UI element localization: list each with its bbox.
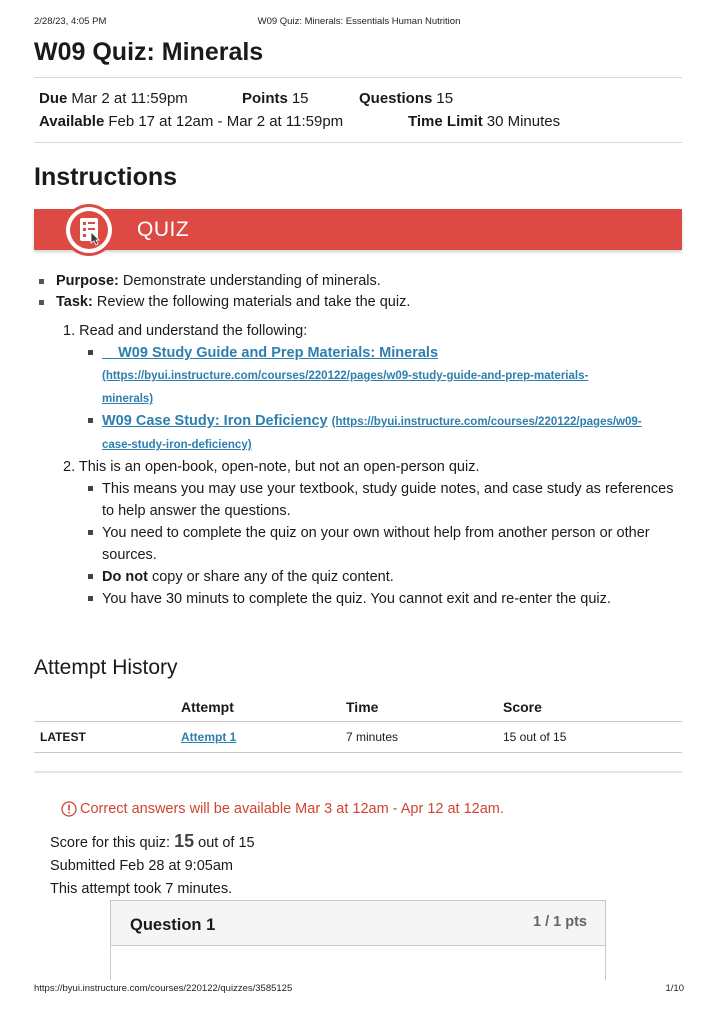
print-header bbox=[34, 16, 684, 30]
case-study-link[interactable]: W09 Case Study: Iron Deficiency bbox=[102, 413, 328, 429]
divider bbox=[34, 771, 682, 773]
time-limit: Time Limit 30 Minutes bbox=[408, 113, 561, 130]
print-footer bbox=[34, 983, 684, 997]
print-page-number: 1/10 bbox=[665, 983, 684, 994]
meta-row-2 bbox=[39, 110, 682, 133]
column-header bbox=[34, 693, 181, 721]
score-cell: 15 out of 15 bbox=[503, 721, 682, 752]
instruction-bullets bbox=[34, 271, 682, 313]
points: Points 15 bbox=[242, 90, 309, 107]
table-row bbox=[34, 721, 682, 752]
divider bbox=[34, 142, 682, 143]
question-count: Questions 15 bbox=[359, 90, 454, 107]
quiz-content bbox=[34, 36, 682, 901]
banner-label: QUIZ bbox=[137, 218, 190, 241]
print-url: https://byui.instructure.com/courses/220122/quizzes/3585125 bbox=[34, 983, 293, 994]
list-item bbox=[102, 342, 682, 410]
step-2-rules bbox=[63, 478, 682, 610]
print-datetime: 2/28/23, 4:05 PM bbox=[34, 16, 107, 27]
case-study-url[interactable]: (https://byui.instructure.com/courses/220122/pages/w09- bbox=[331, 416, 642, 428]
quiz-icon bbox=[55, 203, 123, 257]
table-header-row bbox=[34, 693, 682, 721]
column-header: Attempt bbox=[181, 693, 346, 721]
question-points: 1 / 1 pts bbox=[533, 914, 587, 930]
instructions-heading: Instructions bbox=[34, 163, 178, 191]
availability: Available Feb 17 at 12am - Mar 2 at 11:59pm bbox=[39, 113, 344, 130]
score-line: Score for this quiz: 15 out of 15 bbox=[50, 830, 255, 851]
due-date: Due Mar 2 at 11:59pm bbox=[39, 90, 188, 107]
score-summary bbox=[34, 830, 682, 901]
question-header bbox=[111, 901, 605, 946]
case-study-url-cont[interactable]: case-study-iron-deficiency) bbox=[102, 439, 252, 451]
latest-label: LATEST bbox=[34, 721, 181, 752]
print-doc-title: W09 Quiz: Minerals: Essentials Human Nutrition bbox=[257, 16, 461, 27]
list-item bbox=[102, 410, 682, 456]
score-value: 15 bbox=[174, 830, 195, 851]
instruction-steps bbox=[34, 320, 682, 610]
quiz-banner bbox=[34, 209, 682, 250]
attempt-history-table bbox=[34, 693, 682, 753]
page-title: W09 Quiz: Minerals bbox=[34, 38, 264, 66]
step-1: 1. Read and understand the following: W09 Study Guide and Prep Materials: Minerals (https://byui.instructure.com/courses/220122/pages/w09-study-guide-and-prep-materials- minerals) W09 Case Study: Iron Deficiency (https://byui.instructure.com/courses/220122/pages/w09- case-study-iron-deficiency) bbox=[63, 320, 682, 456]
meta-row-1 bbox=[39, 87, 682, 110]
study-guide-url[interactable]: (https://byui.instructure.com/courses/220122/pages/w09-study-guide-and-prep-materials- bbox=[102, 370, 589, 382]
attempt-history-heading: Attempt History bbox=[34, 656, 178, 679]
answers-notice bbox=[34, 801, 682, 817]
attempt-link[interactable]: Attempt 1 bbox=[181, 729, 237, 744]
study-guide-url-cont[interactable]: minerals) bbox=[102, 393, 154, 405]
quiz-meta bbox=[34, 78, 682, 133]
list-item: You have 30 minuts to complete the quiz. You cannot exit and re-enter the quiz. bbox=[102, 588, 682, 610]
step-2: 2. This is an open-book, open-note, but not an open-person quiz. This means you may use your textbook, study guide notes, and case study as references to help answer the questions. You need to complete the quiz on your own without help from another person or other sources. Do not copy or share any of the quiz content. You have 30 minuts to complete the quiz. You cannot exit and re-enter the quiz. bbox=[63, 456, 682, 610]
list-item: This means you may use your textbook, study guide notes, and case study as references to help answer the questions. bbox=[102, 478, 682, 522]
task-item: Task: Review the following materials and take the quiz. bbox=[34, 292, 682, 313]
column-header: Time bbox=[346, 693, 503, 721]
list-item: You need to complete the quiz on your own without help from another person or other sources. bbox=[102, 522, 682, 566]
column-header: Score bbox=[503, 693, 682, 721]
duration-line: This attempt took 7 minutes. bbox=[50, 880, 233, 897]
list-item: Do not copy or share any of the quiz content. bbox=[102, 566, 682, 588]
question-title: Question 1 bbox=[130, 916, 216, 934]
warning-icon bbox=[61, 801, 77, 817]
study-guide-link[interactable]: W09 Study Guide and Prep Materials: Minerals bbox=[118, 345, 439, 361]
step-1-links bbox=[63, 342, 682, 456]
question-card bbox=[110, 900, 606, 980]
notice-text: Correct answers will be available Mar 3 at 12am - Apr 12 at 12am. bbox=[80, 800, 504, 817]
submitted-line: Submitted Feb 28 at 9:05am bbox=[50, 857, 233, 874]
purpose-item: Purpose: Demonstrate understanding of minerals. bbox=[34, 271, 682, 292]
time-cell: 7 minutes bbox=[346, 721, 503, 752]
attempt-cell bbox=[181, 721, 346, 752]
